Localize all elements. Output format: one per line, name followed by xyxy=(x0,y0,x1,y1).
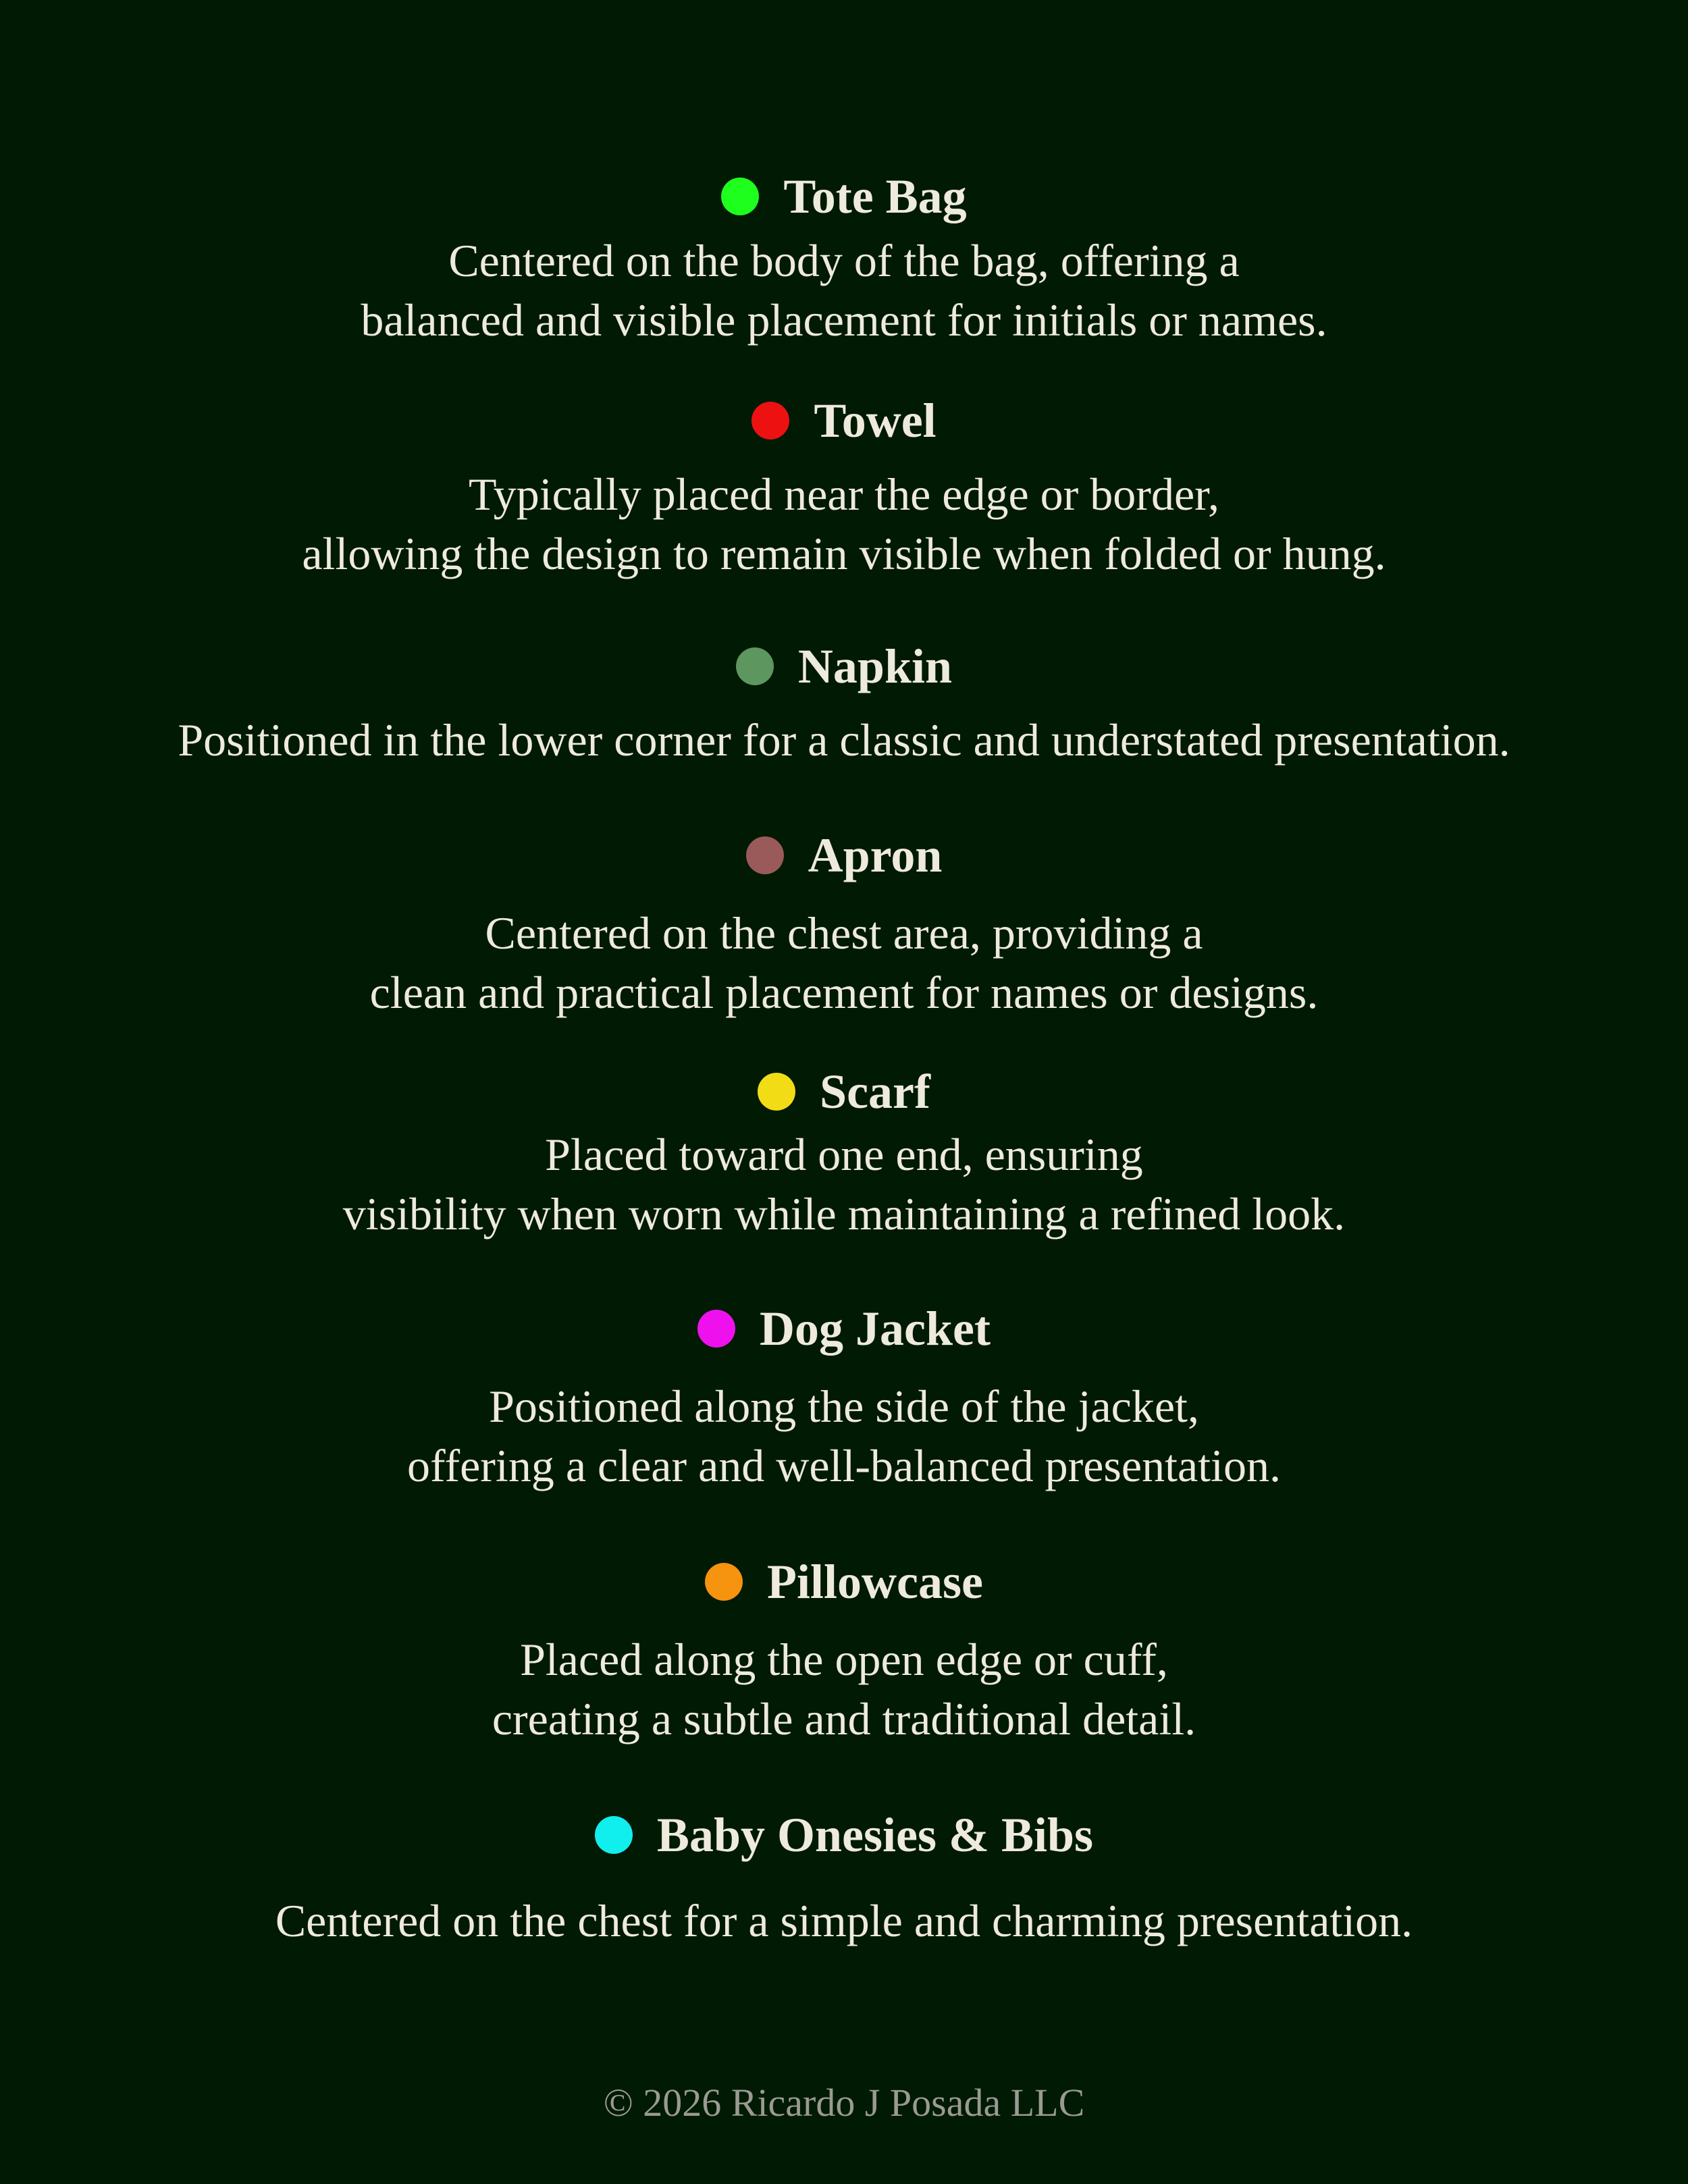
description-line: Centered on the chest area, providing a xyxy=(485,907,1203,959)
section-description xyxy=(0,1125,1688,1244)
section-baby-onesies-bibs xyxy=(0,1805,1688,1950)
green-dot-icon xyxy=(721,178,759,215)
section-description xyxy=(0,903,1688,1022)
cyan-dot-icon xyxy=(595,1816,633,1854)
description-line: Positioned in the lower corner for a classic and understated presentation. xyxy=(178,714,1510,766)
section-description xyxy=(0,1377,1688,1495)
section-title: Napkin xyxy=(797,639,953,693)
orange-dot-icon xyxy=(705,1563,743,1601)
copyright-footer: © 2026 Ricardo J Posada LLC xyxy=(603,2081,1085,2125)
description-line: Centered on the body of the bag, offering a xyxy=(448,235,1240,286)
section-tote-bag xyxy=(0,166,1688,350)
section-dog-jacket xyxy=(0,1298,1688,1495)
section-title: Baby Onesies & Bibs xyxy=(656,1808,1094,1862)
section-description xyxy=(0,1891,1688,1950)
yellow-dot-icon xyxy=(758,1073,795,1111)
section-title: Apron xyxy=(808,828,943,882)
description-line: Centered on the chest for a simple and charming presentation. xyxy=(275,1895,1413,1946)
section-description xyxy=(0,1630,1688,1749)
section-title: Pillowcase xyxy=(767,1555,983,1609)
section-description xyxy=(0,710,1688,770)
section-napkin xyxy=(0,636,1688,770)
description-line: Typically placed near the edge or border, xyxy=(468,469,1220,520)
section-scarf xyxy=(0,1061,1688,1244)
red-dot-icon xyxy=(751,402,789,440)
section-title: Tote Bag xyxy=(783,169,967,223)
description-line: balanced and visible placement for initials or names. xyxy=(361,294,1327,346)
section-description xyxy=(0,231,1688,350)
section-towel xyxy=(0,390,1688,583)
rosewood-dot-icon xyxy=(746,836,784,874)
section-title: Dog Jacket xyxy=(760,1302,991,1356)
description-line: creating a subtle and traditional detail. xyxy=(492,1693,1196,1744)
section-title: Scarf xyxy=(820,1065,930,1119)
magenta-dot-icon xyxy=(697,1310,735,1348)
section-apron xyxy=(0,825,1688,1022)
description-line: Positioned along the side of the jacket, xyxy=(489,1381,1199,1432)
description-line: visibility when worn while maintaining a refined look. xyxy=(342,1188,1346,1240)
description-line: allowing the design to remain visible when folded or hung. xyxy=(302,528,1386,579)
section-pillowcase xyxy=(0,1551,1688,1749)
description-line: Placed toward one end, ensuring xyxy=(545,1129,1143,1180)
description-line: offering a clear and well-balanced presentation. xyxy=(407,1440,1281,1491)
sage-green-dot-icon xyxy=(736,647,774,685)
section-title: Towel xyxy=(814,394,937,448)
description-line: Placed along the open edge or cuff, xyxy=(520,1634,1168,1685)
description-line: clean and practical placement for names or designs. xyxy=(369,967,1319,1018)
section-description xyxy=(0,464,1688,583)
